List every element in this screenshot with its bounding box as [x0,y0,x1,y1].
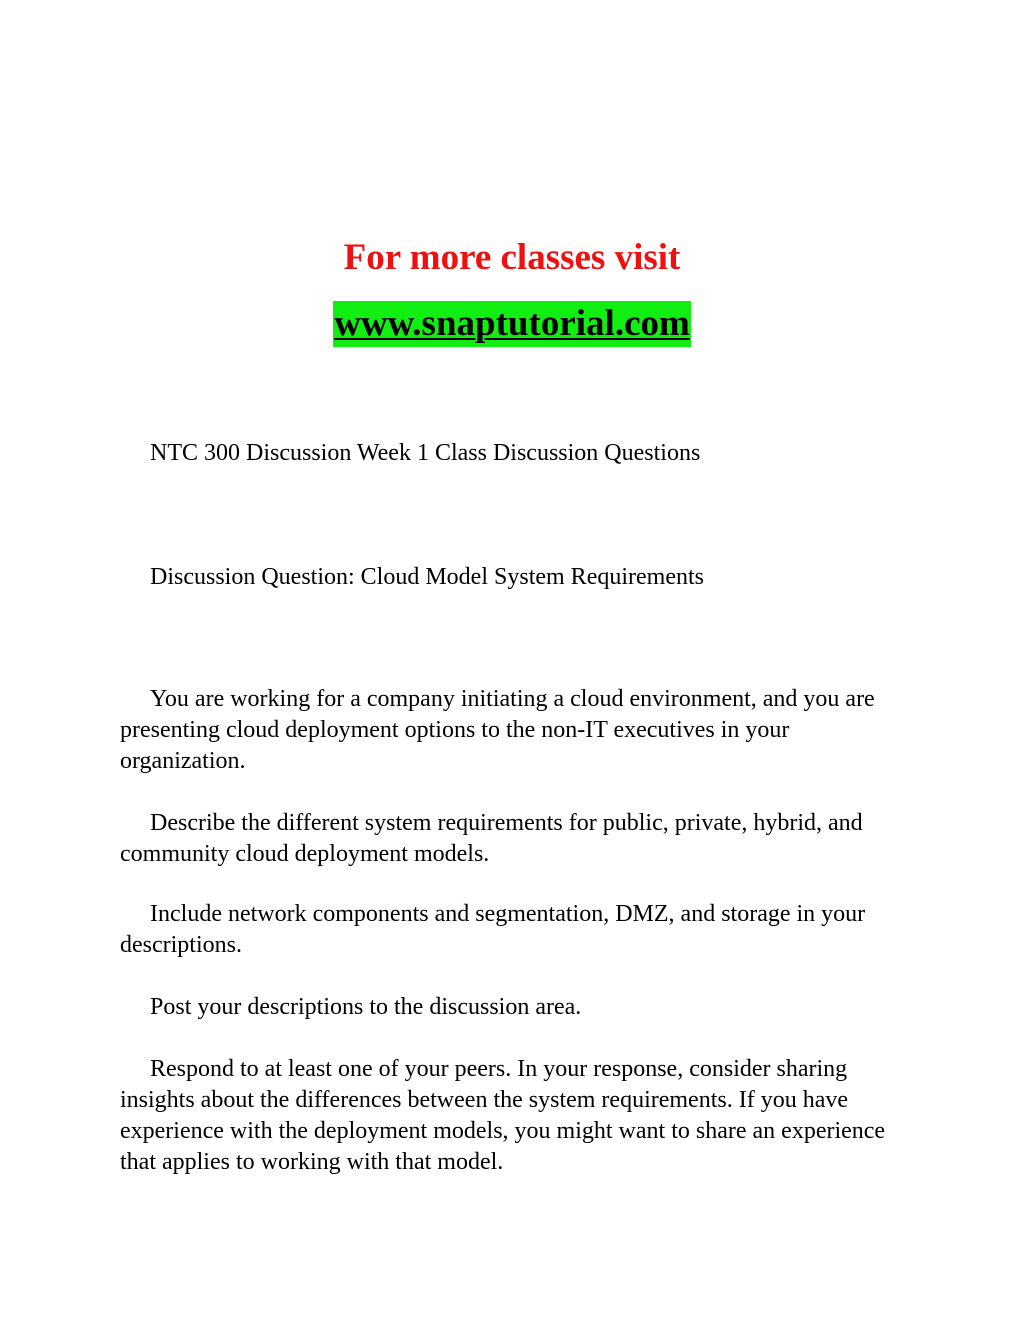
paragraph [120,992,910,1023]
paragraph [120,899,910,961]
paragraph-text: You are working for a company initiating a cloud environment, and you are presenting cloud deployment options to the non-IT executives in your organization. [120,686,875,774]
question-title-text: Discussion Question: Cloud Model System Requirements [150,564,704,590]
paragraph-text: Describe the different system requirements for public, private, hybrid, and community cloud deployment models. [120,810,863,867]
question-title [120,562,910,593]
paragraph-text: Respond to at least one of your peers. In your response, consider sharing insights about the differences between the system requirements. If you have experience with the deployment models, you might want to share an experience that applies to working with that model. [120,1056,886,1175]
document-title [120,438,910,469]
paragraph-text: Include network components and segmentation, DMZ, and storage in your descriptions. [120,901,866,958]
promo-link[interactable]: www.snaptutorial.com [333,301,691,347]
document-title-text: NTC 300 Discussion Week 1 Class Discussion Questions [150,440,701,466]
paragraph [120,808,910,870]
promo-link-container [0,301,1024,347]
paragraph [120,684,910,777]
paragraph [120,1054,910,1178]
paragraph-text: Post your descriptions to the discussion area. [150,994,582,1020]
promo-heading: For more classes visit [343,237,681,278]
